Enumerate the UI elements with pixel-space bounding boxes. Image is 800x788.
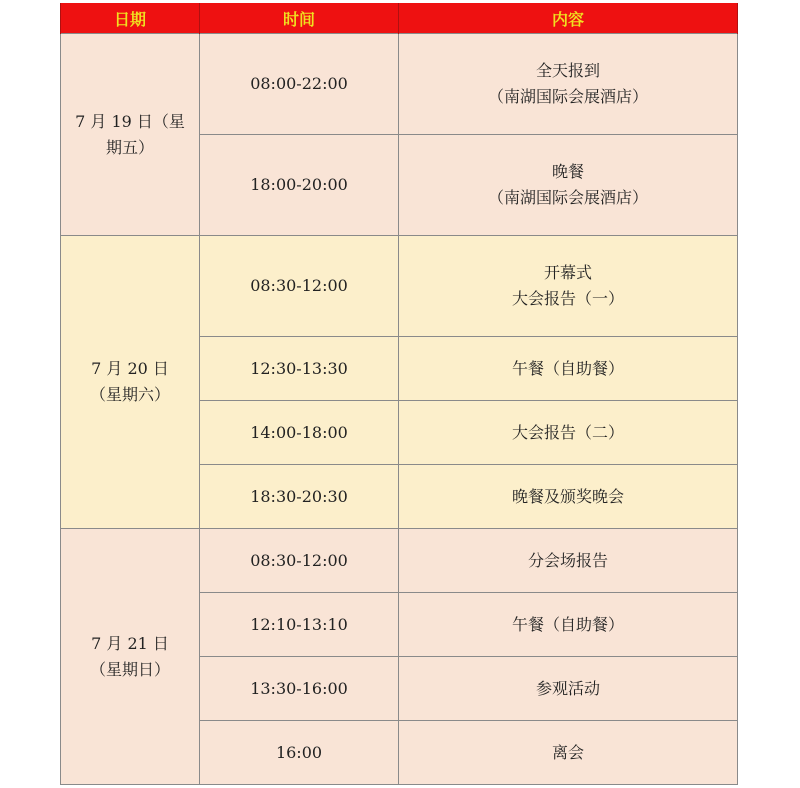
content-line: （南湖国际会展酒店） <box>487 87 648 106</box>
table-row <box>61 34 738 135</box>
content-cell: 大会报告（二） <box>399 401 738 465</box>
time-cell: 12:10-13:10 <box>200 593 399 657</box>
time-cell: 13:30-16:00 <box>200 657 399 721</box>
content-cell: 参观活动 <box>399 657 738 721</box>
date-cell <box>61 529 200 785</box>
time-cell: 08:30-12:00 <box>200 529 399 593</box>
content-cell <box>399 135 738 236</box>
date-cell <box>61 236 200 529</box>
content-cell <box>399 34 738 135</box>
date-line: 7 月 19 日（星 <box>75 111 185 131</box>
schedule-table <box>60 3 738 785</box>
content-line: 大会报告（一） <box>511 289 624 308</box>
time-cell: 08:30-12:00 <box>200 236 399 337</box>
time-cell: 16:00 <box>200 721 399 785</box>
date-line: 7 月 21 日 <box>91 633 169 653</box>
content-cell: 午餐（自助餐） <box>399 593 738 657</box>
content-cell: 午餐（自助餐） <box>399 337 738 401</box>
content-line: 全天报到 <box>535 61 600 80</box>
time-cell: 18:30-20:30 <box>200 465 399 529</box>
table-row <box>61 529 738 593</box>
time-cell: 12:30-13:30 <box>200 337 399 401</box>
date-line: （星期六） <box>89 385 170 404</box>
time-cell: 14:00-18:00 <box>200 401 399 465</box>
content-line: （南湖国际会展酒店） <box>487 188 648 207</box>
content-cell: 离会 <box>399 721 738 785</box>
content-cell <box>399 236 738 337</box>
date-cell <box>61 34 200 236</box>
header-row <box>61 3 738 34</box>
date-line: （星期日） <box>89 659 170 679</box>
table-row <box>61 236 738 337</box>
header-time: 时间 <box>200 3 399 34</box>
date-line: 期五） <box>105 137 154 157</box>
header-content: 内容 <box>399 3 738 34</box>
date-line: 7 月 20 日 <box>91 359 169 378</box>
time-cell: 08:00-22:00 <box>200 34 399 135</box>
content-line: 晚餐 <box>551 162 584 181</box>
content-line: 开幕式 <box>543 263 592 282</box>
header-date: 日期 <box>61 3 200 34</box>
content-cell: 晚餐及颁奖晚会 <box>399 465 738 529</box>
time-cell: 18:00-20:00 <box>200 135 399 236</box>
content-cell: 分会场报告 <box>399 529 738 593</box>
